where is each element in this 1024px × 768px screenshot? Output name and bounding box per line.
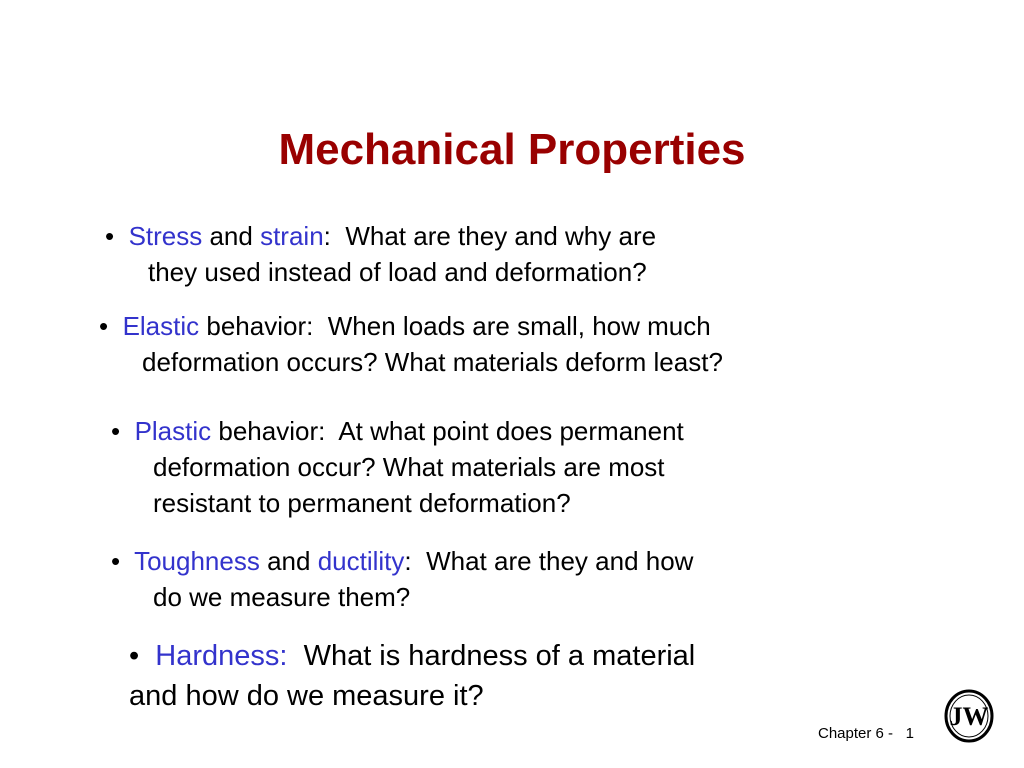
bullet-symbol: • bbox=[111, 416, 121, 446]
bullet-toughness-ductility bbox=[111, 543, 693, 615]
bullet-line-2: deformation occur? What materials are most bbox=[153, 452, 665, 482]
bullet-line-2: and how do we measure it? bbox=[129, 680, 484, 712]
bullet-text: behavior: When loads are small, how much bbox=[199, 311, 711, 341]
bullet-plastic bbox=[111, 413, 684, 521]
joiner-text: and bbox=[202, 221, 261, 251]
bullet-line-2: do we measure them? bbox=[153, 582, 411, 612]
bullet-text: What are they and how bbox=[411, 546, 694, 576]
term-toughness: Toughness bbox=[134, 546, 260, 576]
wiley-logo bbox=[943, 688, 995, 744]
bullet-line-2: they used instead of load and deformation? bbox=[148, 257, 647, 287]
bullet-text: behavior: At what point does permanent bbox=[211, 416, 684, 446]
separator: : bbox=[323, 221, 331, 251]
term-hardness: Hardness: bbox=[155, 640, 288, 672]
bullet-text: What are they and why are bbox=[330, 221, 657, 251]
bullet-line-3: resistant to permanent deformation? bbox=[153, 488, 571, 518]
term-strain: strain bbox=[260, 221, 324, 251]
bullet-elastic bbox=[99, 308, 723, 380]
bullet-symbol: • bbox=[99, 311, 109, 341]
footer-chapter: Chapter 6 - bbox=[818, 725, 894, 742]
bullet-text: What is hardness of a material bbox=[287, 640, 696, 672]
bullet-stress-strain bbox=[105, 218, 656, 290]
term-ductility: ductility bbox=[317, 546, 405, 576]
svg-text:JW: JW bbox=[949, 702, 989, 731]
bullet-symbol: • bbox=[111, 546, 121, 576]
bullet-line-2: deformation occurs? What materials deform least? bbox=[142, 347, 723, 377]
term-stress: Stress bbox=[128, 221, 203, 251]
joiner-text: and bbox=[259, 546, 318, 576]
slide-footer bbox=[818, 724, 914, 744]
footer-page-number: 1 bbox=[905, 725, 914, 742]
bullet-symbol: • bbox=[105, 221, 115, 251]
bullet-hardness bbox=[129, 636, 695, 716]
term-elastic: Elastic bbox=[122, 311, 200, 341]
bullet-symbol: • bbox=[129, 640, 140, 672]
separator: : bbox=[404, 546, 412, 576]
term-plastic: Plastic bbox=[134, 416, 212, 446]
slide-title: Mechanical Properties bbox=[278, 125, 746, 174]
